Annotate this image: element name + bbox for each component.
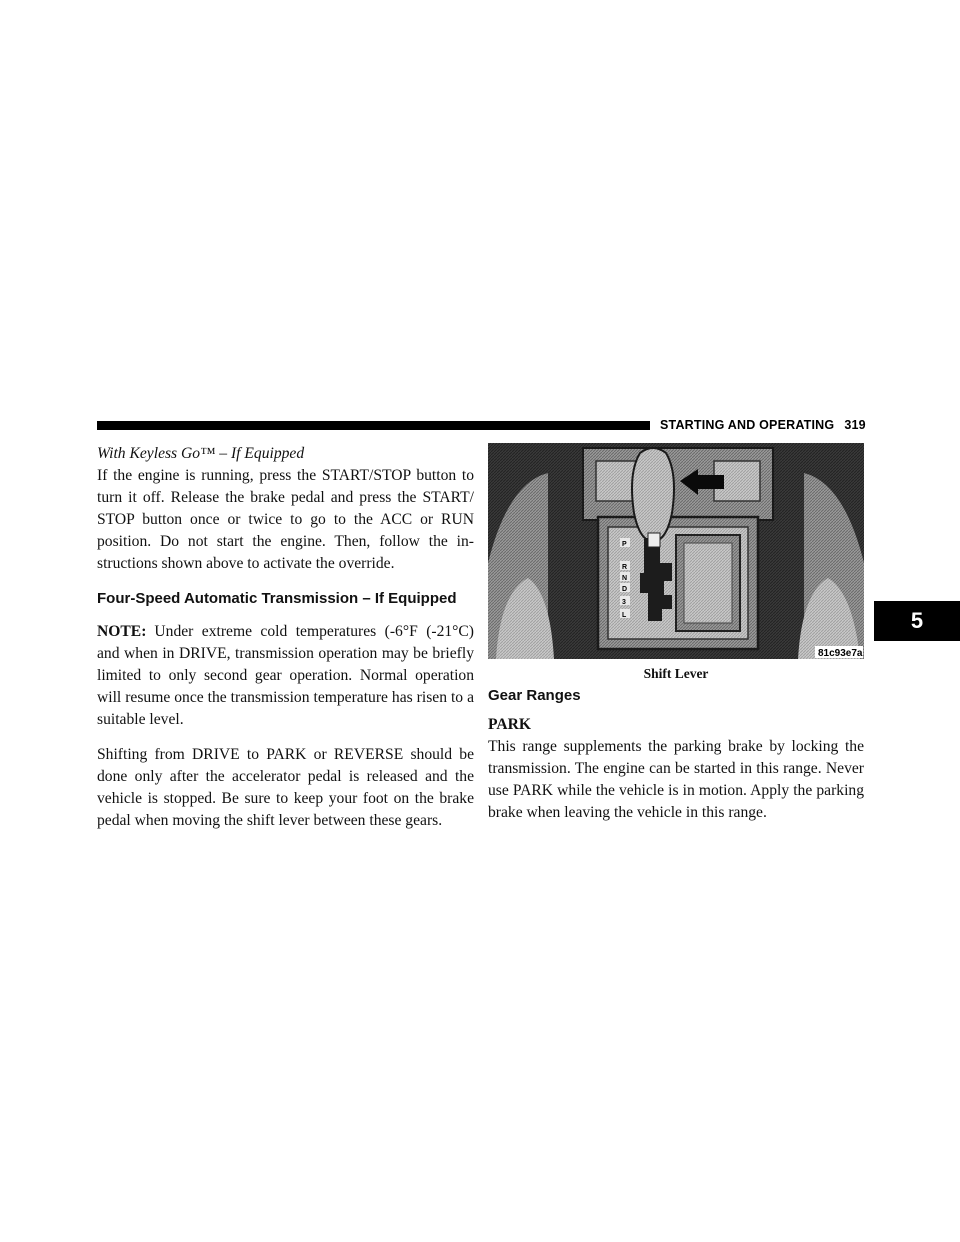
gear-letter-n: N (622, 575, 628, 582)
transmission-heading: Four-Speed Automatic Transmission – If Equipped (97, 590, 457, 607)
park-label: PARK (488, 716, 532, 733)
gear-letter-p: P (622, 541, 627, 548)
park-section (488, 714, 864, 824)
keyless-go-heading: With Keyless Go™ – If Equipped (97, 445, 305, 462)
shifting-paragraph: Shifting from DRIVE to PARK or REVERSE should be done only after the accelerator pedal is released and the vehicle is stopped. Be sure to keep your foot on the brake pedal when moving the shift lever between these gears. (97, 746, 474, 829)
chapter-tab: 5 (874, 601, 960, 641)
park-paragraph: This range supplements the parking brake by locking the transmission. The engine can be started in this range. Never use PARK while the vehicle is in motion. Apply the parking brake when leaving the vehicle in this range. (488, 738, 864, 821)
page-number: 319 (844, 418, 866, 432)
section-title: STARTING AND OPERATING (660, 418, 835, 432)
keyless-go-paragraph: If the engine is running, press the START/STOP button to turn it off. Release the brake pedal and press the START/ STOP button once or twice to go to the ACC or RUN position. Do not start the engine. Then, follow the in- structions shown above to activate the override. (97, 467, 474, 572)
gear-letter-r: R (622, 564, 628, 571)
note-label: NOTE: (97, 623, 147, 640)
header-rule (97, 421, 650, 430)
gear-ranges-heading: Gear Ranges (488, 687, 581, 704)
gear-letter-d: D (622, 586, 628, 593)
running-header (660, 418, 866, 432)
note-text: Under extreme cold temperatures (-6°F (-21°C) and when in DRIVE, transmission operation may be briefly limited to only second gear operation. Normal operation will resume once the transmission temperature has risen to a suitable level. (97, 623, 474, 728)
gear-letter-l: L (622, 612, 627, 619)
gear-letter-3: 3 (622, 599, 626, 606)
shift-lever-illustration (488, 443, 864, 659)
figure-caption: Shift Lever (643, 666, 709, 681)
left-column (97, 443, 474, 832)
figure-id: 81c93e7a (818, 648, 863, 659)
shift-lever-figure (488, 443, 864, 659)
note-paragraph (97, 621, 474, 731)
